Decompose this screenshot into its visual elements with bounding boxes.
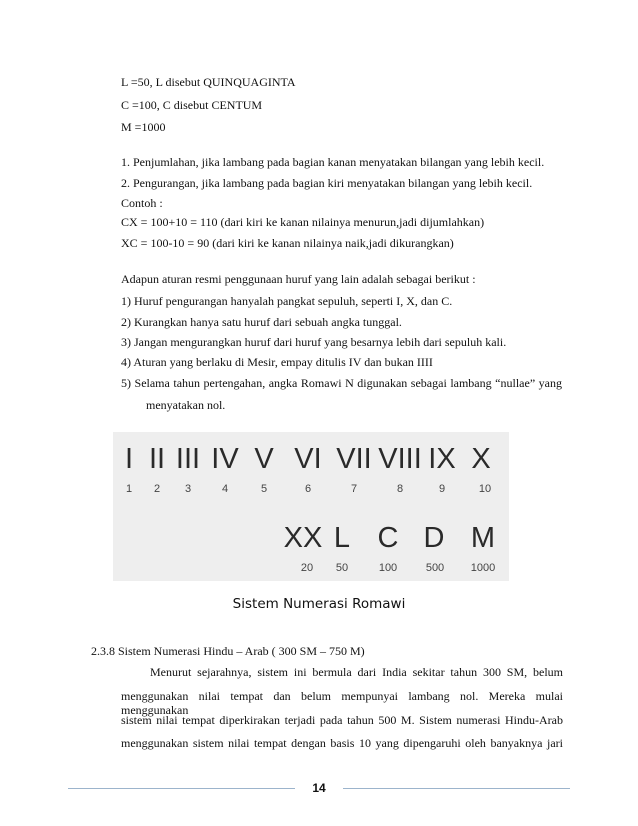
example-cx: CX = 100+10 = 110 (dari kiri ke kanan nilainya menurun,jadi dijumlahkan) bbox=[121, 215, 485, 229]
numeral-value: 5 bbox=[260, 483, 268, 495]
numeral-value: 2 bbox=[153, 483, 161, 495]
footer-rule-right bbox=[343, 788, 570, 789]
aturan-item-continuation: menyatakan nol. bbox=[146, 398, 226, 412]
numeral-symbol: VII bbox=[336, 443, 372, 475]
paragraph-line: menggunakan nilai tempat dan belum mempunyai lambang nol. Mereka mulai menggunakan bbox=[121, 689, 563, 717]
section-heading: 2.3.8 Sistem Numerasi Hindu – Arab ( 300 SM – 750 M) bbox=[91, 644, 365, 658]
numeral-value: 4 bbox=[221, 483, 229, 495]
paragraph-line: sistem nilai tempat diperkirakan terjadi pada tahun 500 M. Sistem numerasi Hindu-Arab bbox=[121, 713, 563, 727]
aturan-item: 4) Aturan yang berlaku di Mesir, empay ditulis IV dan bukan IIII bbox=[121, 355, 433, 369]
aturan-item: 3) Jangan mengurangkan huruf dari huruf yang besarnya lebih dari sepuluh kali. bbox=[121, 335, 507, 349]
roman-numerals-figure bbox=[113, 432, 509, 581]
rule-subtraction: 2. Pengurangan, jika lambang pada bagian kiri menyatakan bilangan yang lebih kecil. bbox=[121, 176, 533, 190]
numeral-value: 10 bbox=[478, 483, 492, 495]
footer-rule-left bbox=[68, 788, 295, 789]
numeral-symbol: V bbox=[254, 443, 274, 475]
definition-m: M =1000 bbox=[121, 120, 166, 134]
numeral-symbol: II bbox=[148, 443, 166, 475]
numeral-symbol: D bbox=[423, 522, 445, 554]
numeral-symbol: III bbox=[175, 443, 201, 475]
definition-l: L =50, L disebut QUINQUAGINTA bbox=[121, 75, 296, 89]
numeral-value: 20 bbox=[300, 562, 314, 574]
numeral-value: 1000 bbox=[470, 562, 496, 574]
rule-addition: 1. Penjumlahan, jika lambang pada bagian kanan menyatakan bilangan yang lebih kecil. bbox=[121, 155, 545, 169]
numeral-symbol: I bbox=[124, 443, 134, 475]
numeral-symbol: VIII bbox=[378, 443, 422, 475]
numeral-symbol: X bbox=[471, 443, 491, 475]
numeral-value: 100 bbox=[378, 562, 398, 574]
numeral-symbol: L bbox=[333, 522, 351, 554]
figure-caption: Sistem Numerasi Romawi bbox=[232, 596, 406, 612]
numeral-value: 50 bbox=[335, 562, 349, 574]
aturan-item: 5) Selama tahun pertengahan, angka Romawi N digunakan sebagai lambang “nullae” yang bbox=[121, 376, 562, 390]
page-number: 14 bbox=[312, 781, 326, 795]
numeral-symbol: VI bbox=[294, 443, 322, 475]
numeral-value: 9 bbox=[438, 483, 446, 495]
aturan-item: 1) Huruf pengurangan hanyalah pangkat sepuluh, seperti I, X, dan C. bbox=[121, 294, 453, 308]
definition-c: C =100, C disebut CENTUM bbox=[121, 98, 263, 112]
aturan-intro: Adapun aturan resmi penggunaan huruf yang lain adalah sebagai berikut : bbox=[121, 272, 476, 286]
numeral-symbol: C bbox=[377, 522, 399, 554]
paragraph-line: menggunakan sistem nilai tempat dengan basis 10 yang dipengaruhi oleh banyaknya jari bbox=[121, 736, 563, 750]
example-xc: XC = 100-10 = 90 (dari kiri ke kanan nilainya naik,jadi dikurangkan) bbox=[121, 236, 454, 250]
numeral-value: 1 bbox=[125, 483, 133, 495]
paragraph-line: Menurut sejarahnya, sistem ini bermula dari India sekitar tahun 300 SM, belum bbox=[150, 665, 563, 679]
numeral-value: 3 bbox=[184, 483, 192, 495]
numeral-value: 500 bbox=[425, 562, 445, 574]
numeral-symbol: M bbox=[470, 522, 496, 554]
numeral-value: 6 bbox=[304, 483, 312, 495]
contoh-label: Contoh : bbox=[121, 196, 163, 210]
numeral-value: 8 bbox=[396, 483, 404, 495]
numeral-symbol: IX bbox=[428, 443, 456, 475]
aturan-item: 2) Kurangkan hanya satu huruf dari sebuah angka tunggal. bbox=[121, 315, 402, 329]
numeral-symbol: IV bbox=[211, 443, 239, 475]
numeral-value: 7 bbox=[350, 483, 358, 495]
numeral-symbol: XX bbox=[283, 522, 323, 554]
